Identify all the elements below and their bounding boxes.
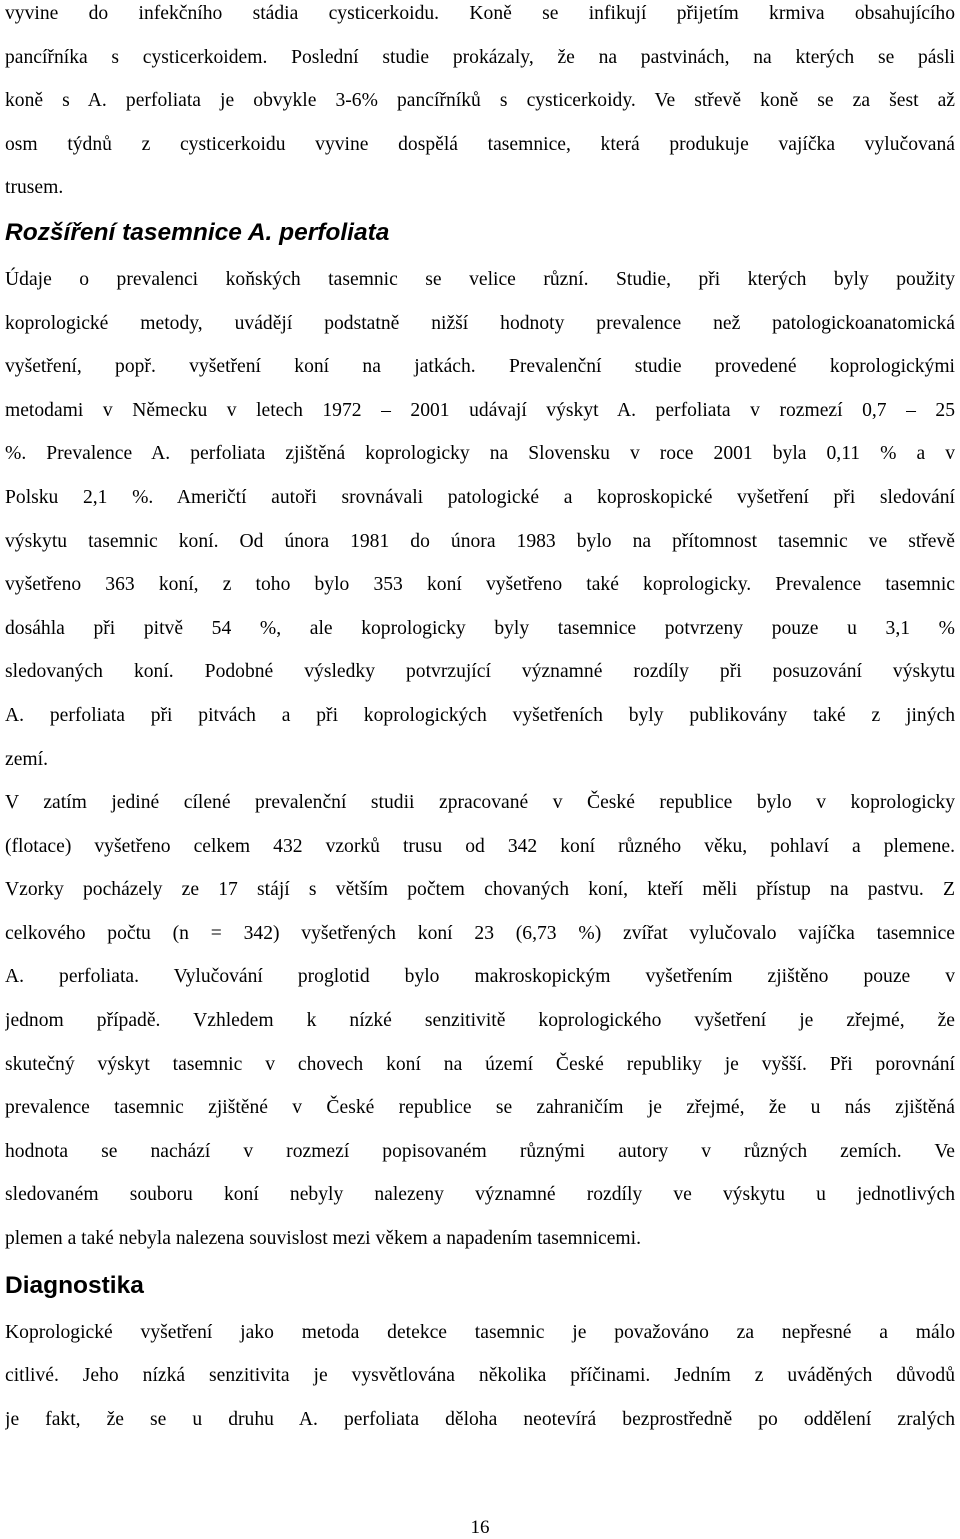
text-line: skutečný výskyt tasemnic v chovech koní na území České republiky je vyšší. Při porovnání <box>5 1053 955 1075</box>
text-line: %. Prevalence A. perfoliata zjištěná koprologicky na Slovensku v roce 2001 byla 0,11 % a v <box>5 443 955 465</box>
text-line: A. perfoliata. Vylučování proglotid bylo makroskopickým vyšetřením zjištěno pouze v <box>5 966 955 988</box>
text-line: sledovaném souboru koní nebyly nalezeny významné rozdíly ve výskytu u jednotlivých <box>5 1184 955 1206</box>
section-heading-rozsireni: Rozšíření tasemnice A. perfoliata <box>5 218 390 246</box>
paragraph-czech-study <box>5 781 955 1261</box>
text-line: jednom případě. Vzhledem k nízké senzitivitě koprologického vyšetření je zřejmé, že <box>5 1010 955 1032</box>
text-line: zemí. <box>5 748 48 770</box>
text-line: Polsku 2,1 %. Američtí autoři srovnávali patologické a koproskopické vyšetření při sledování <box>5 486 955 508</box>
text-line: koně s A. perfoliata je obvykle 3-6% pancířníků s cysticerkoidy. Ve střevě koně se za šest až <box>5 90 955 112</box>
text-line: celkového počtu (n = 342) vyšetřených koní 23 (6,73 %) zvířat vylučovalo vajíčka tasemnice <box>5 922 955 944</box>
text-line: A. perfoliata při pitvách a při koprologických vyšetřeních byly publikovány také z jiných <box>5 704 955 726</box>
text-line: prevalence tasemnic zjištěné v České republice se zahraničím je zřejmé, že u nás zjištěná <box>5 1097 955 1119</box>
text-line: hodnota se nachází v rozmezí popisovaném různými autory v různých zemích. Ve <box>5 1140 955 1162</box>
page-content <box>5 0 955 1441</box>
text-line: je fakt, že se u druhu A. perfoliata děloha neotevírá bezprostředně po oddělení zralých <box>5 1408 955 1430</box>
text-line: pancířníka s cysticerkoidem. Poslední studie prokázaly, že na pastvinách, na kterých se pásli <box>5 46 955 68</box>
paragraph-diagnostics <box>5 1311 955 1442</box>
text-line: V zatím jediné cílené prevalenční studii zpracované v České republice bylo v koprologicky <box>5 792 955 814</box>
paragraph-prevalence <box>5 258 955 781</box>
page-number: 16 <box>470 1517 490 1538</box>
text-line: plemen a také nebyla nalezena souvislost mezi věkem a napadením tasemnicemi. <box>5 1228 642 1250</box>
paragraph-intro <box>5 0 955 210</box>
text-line: osm týdnů z cysticerkoidu vyvine dospělá tasemnice, která produkuje vajíčka vylučovaná <box>5 133 955 155</box>
text-line: Údaje o prevalenci koňských tasemnic se velice různí. Studie, při kterých byly použity <box>5 268 955 290</box>
text-line: citlivé. Jeho nízká senzitivita je vysvětlována několika příčinami. Jedním z uváděných důvodů <box>5 1365 955 1387</box>
text-line: sledovaných koní. Podobné výsledky potvrzující významné rozdíly při posuzování výskytu <box>5 661 955 683</box>
text-line: vyšetření, popř. vyšetření koní na jatkách. Prevalenční studie provedené koprologickými <box>5 356 955 378</box>
text-line: metodami v Německu v letech 1972 – 2001 udávají výskyt A. perfoliata v rozmezí 0,7 – 25 <box>5 399 955 421</box>
text-line: koprologické metody, uvádějí podstatně nižší hodnoty prevalence než patologickoanatomická <box>5 312 955 334</box>
text-line: (flotace) vyšetřeno celkem 432 vzorků trusu od 342 koní různého věku, pohlaví a plemene. <box>5 835 955 857</box>
section-heading-diagnostika: Diagnostika <box>5 1271 144 1299</box>
text-line: trusem. <box>5 177 64 199</box>
text-line: vyšetřeno 363 koní, z toho bylo 353 koní vyšetřeno také koprologicky. Prevalence tasemnic <box>5 574 955 596</box>
text-line: vyvine do infekčního stádia cysticerkoidu. Koně se infikují přijetím krmiva obsahujícího <box>5 3 955 24</box>
text-line: dosáhla při pitvě 54 %, ale koprologicky byly tasemnice potvrzeny pouze u 3,1 % <box>5 617 955 639</box>
text-line: Vzorky pocházely ze 17 stájí s větším počtem chovaných koní, kteří měli přístup na pastvu. Z <box>5 879 955 901</box>
text-line: Koprologické vyšetření jako metoda detekce tasemnic je považováno za nepřesné a málo <box>5 1321 955 1343</box>
text-line: výskytu tasemnic koní. Od února 1981 do února 1983 bylo na přítomnost tasemnic ve střevě <box>5 530 955 552</box>
